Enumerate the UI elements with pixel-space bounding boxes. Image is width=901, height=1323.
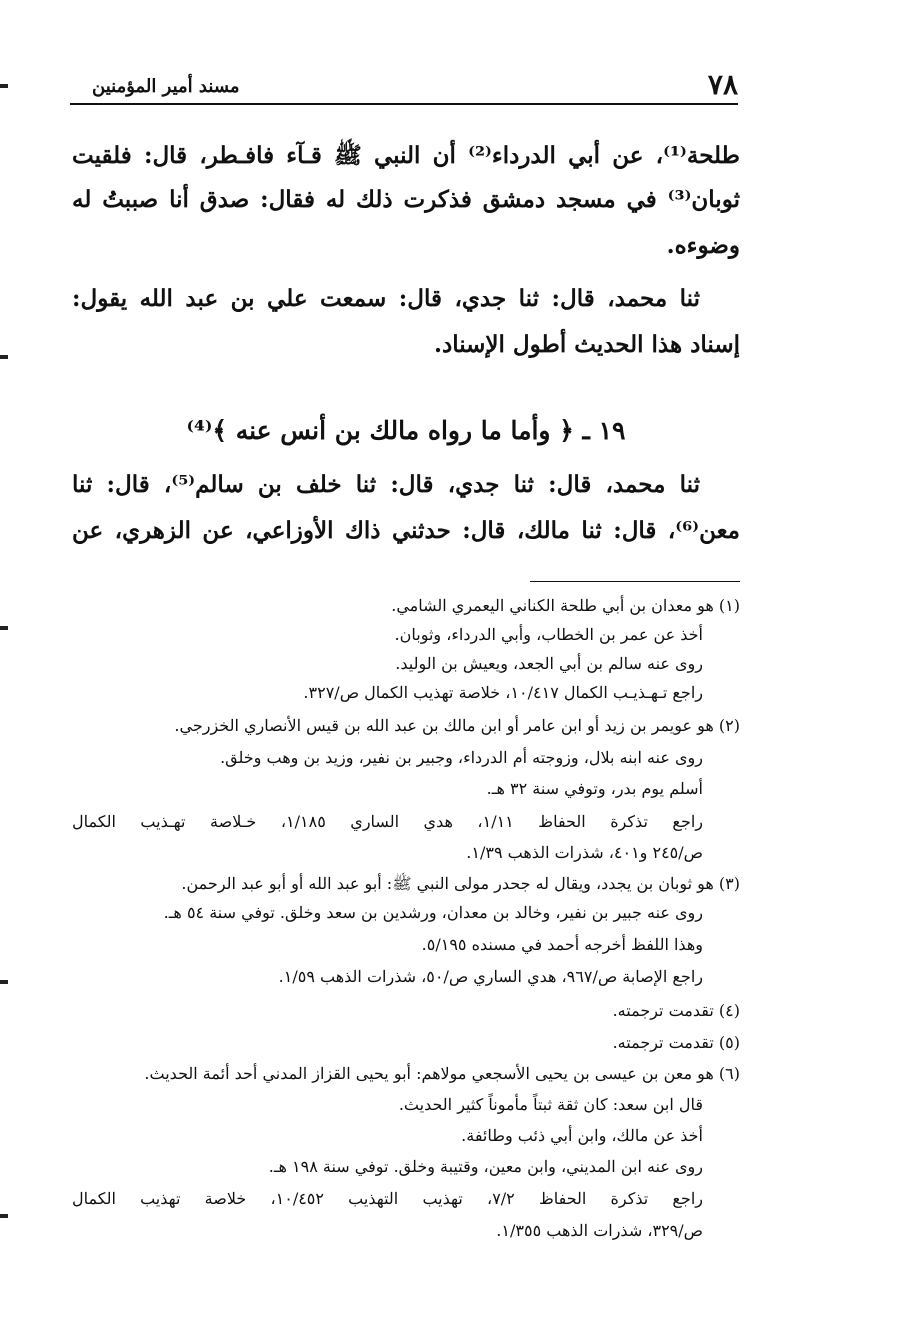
scan-mark <box>0 626 8 630</box>
footnote-line: ص/٢٤٥ و٤٠١، شذرات الذهب ١/٣٩. <box>466 843 703 862</box>
footnote-line: قال ابن سعد: كان ثقة ثبتاً مأموناً كثير الحديث. <box>398 1095 703 1114</box>
footnote-line: روى عنه سالم بن أبي الجعد، ويعيش بن الوليد. <box>395 654 703 673</box>
footnote-line: (٣) هو ثوبان بن يجدد، ويقال له جحدر مولى النبي ﷺ: أبو عبد الله أو أبو عبد الرحمن. <box>181 874 740 893</box>
body-line: طلحة⁽¹⁾، عن أبي الدرداء⁽²⁾ أن النبي ﷺ قـآء فافـطر، قال: فلقيت <box>72 142 740 169</box>
footnote-line: روى عنه ابنه بلال، وزوجته أم الدرداء، وجبير بن نفير، وزيد بن وهب وخلق. <box>220 748 703 767</box>
running-title: مسند أمير المؤمنين <box>92 76 240 97</box>
footnote-line: (٦) هو معن بن عيسى بن يحيى الأسجعي مولاهم: أبو يحيى القزاز المدني أحد أئمة الحديث. <box>144 1064 740 1083</box>
footnote-line: راجع الإصابة ص/٩٦٧، هدي الساري ص/٥٠، شذرات الذهب ١/٥٩. <box>278 967 703 986</box>
footnote-line: راجع تـهـذيـب الكمال ١٠/٤١٧، خلاصة تهذيب الكمال ص/٣٢٧. <box>303 683 703 702</box>
body-line: وضوءه. <box>666 232 740 259</box>
footnote-line: راجع تذكرة الحفاظ ٧/٢، تهذيب التهذيب ١٠/٤٥٢، خلاصة تهذيب الكمال <box>72 1189 703 1208</box>
footnote-separator <box>530 581 740 582</box>
footnote-line: ص/٣٢٩، شذرات الذهب ١/٣٥٥. <box>496 1221 703 1240</box>
footnote-line: أسلم يوم بدر، وتوفي سنة ٣٢ هـ. <box>486 779 703 798</box>
body-line: ثوبان⁽³⁾ في مسجد دمشق فذكرت ذلك له فقال: صدق أنا صببتُ له <box>72 186 740 213</box>
scan-mark <box>0 355 8 359</box>
scan-mark <box>0 980 8 984</box>
footnote-line: أخذ عن عمر بن الخطاب، وأبي الدرداء، وثوبان. <box>394 625 703 644</box>
footnote-line: روى عنه ابن المديني، وابن معين، وقتيبة وخلق. توفي سنة ١٩٨ هـ. <box>268 1157 703 1176</box>
footnote-line: (٢) هو عويمر بن زيد أو ابن عامر أو ابن مالك بن عبد الله بن قيس الأنصاري الخزرجي. <box>174 716 740 735</box>
body-line: إسناد هذا الحديث أطول الإسناد. <box>433 331 740 358</box>
scan-mark <box>0 1214 8 1218</box>
footnote-line: (٥) تقدمت ترجمته. <box>612 1033 740 1052</box>
page-header <box>70 62 738 102</box>
section-heading: ١٩ ـ ﴿ وأما ما رواه مالك بن أنس عنه ﴾⁽⁴⁾ <box>186 416 626 445</box>
footnote-line: روى عنه جبير بن نفير، وخالد بن معدان، ورشدين بن سعد وخلق. توفي سنة ٥٤ هـ. <box>163 903 703 922</box>
footnote-line: أخذ عن مالك، وابن أبي ذئب وطائفة. <box>461 1126 703 1145</box>
footnote-line: (١) هو معدان بن أبي طلحة الكناني اليعمري الشامي. <box>391 596 740 615</box>
header-rule <box>70 103 738 105</box>
footnote-line: (٤) تقدمت ترجمته. <box>612 1001 740 1020</box>
page-number: ٧٨ <box>707 68 738 101</box>
footnote-line: راجع تذكرة الحفاظ ١/١١، هدي الساري ١/١٨٥، خـلاصة تهـذيب الكمال <box>72 812 704 831</box>
body-line: ثنا محمد، قال: ثنا جدي، قال: سمعت علي بن عبد الله يقول: <box>72 285 700 312</box>
scan-mark <box>0 84 8 88</box>
body-line: ثنا محمد، قال: ثنا جدي، قال: ثنا خلف بن سالم⁽⁵⁾، قال: ثنا <box>72 471 700 498</box>
footnote-line: وهذا اللفظ أخرجه أحمد في مسنده ٥/١٩٥. <box>421 935 703 954</box>
body-line: معن⁽⁶⁾، قال: ثنا مالك، قال: حدثني ذاك الأوزاعي، عن الزهري، عن <box>72 517 740 544</box>
